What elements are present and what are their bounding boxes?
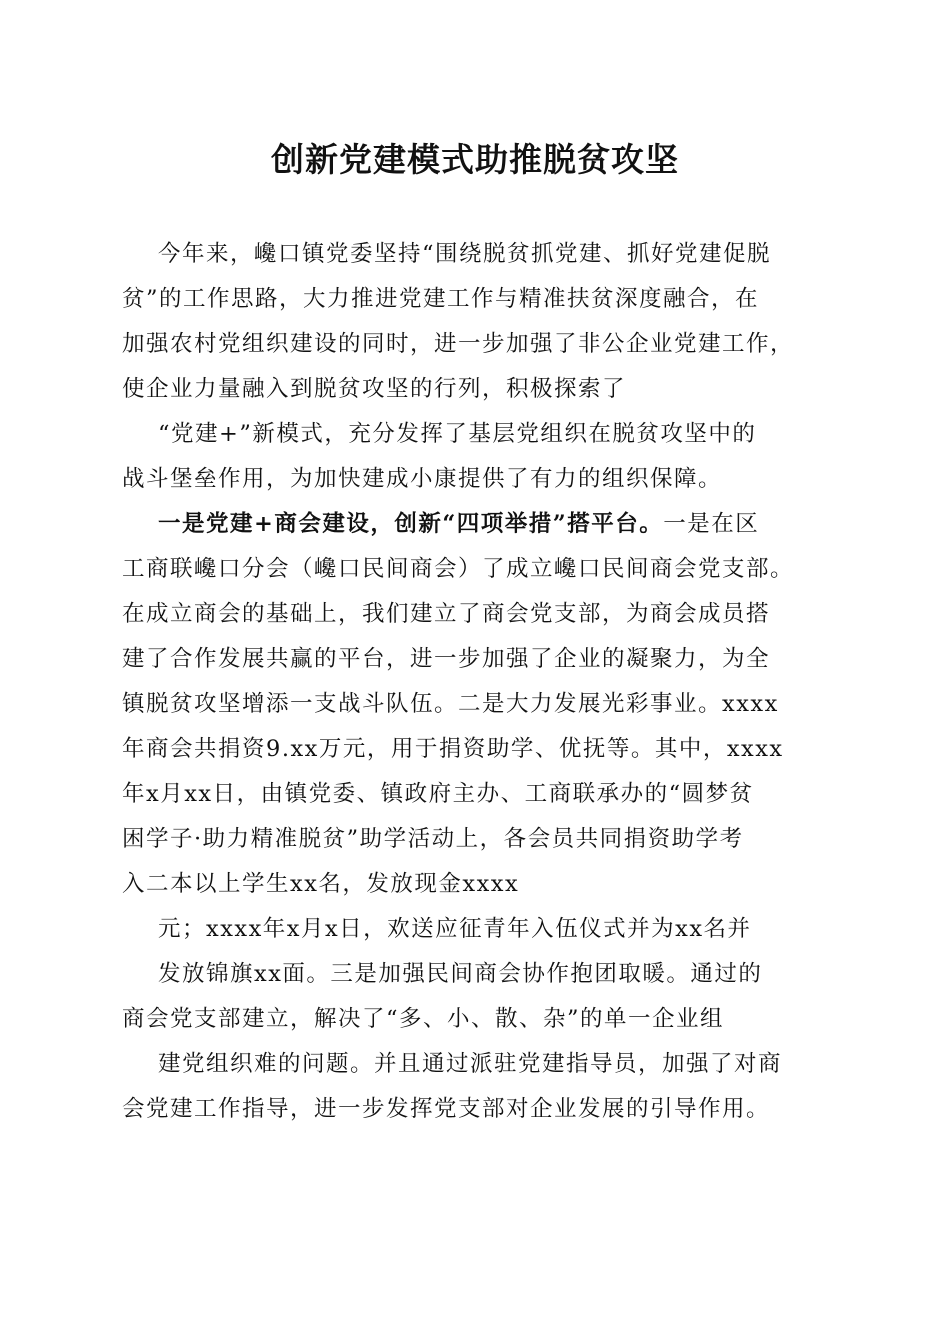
paragraph-line: 年x月xx日，由镇党委、镇政府主办、工商联承办的“圆梦贫 [122, 781, 754, 807]
paragraph-line: 元；xxxx年x月x日，欢送应征青年入伍仪式并为xx名并 [158, 916, 752, 942]
paragraph-line: 商会党支部建立，解决了“多、小、散、杂”的单一企业组 [122, 1006, 725, 1032]
paragraph-line: 建了合作发展共赢的平台，进一步加强了企业的凝聚力，为全 [122, 646, 771, 672]
paragraph-text: 一是在区 [663, 511, 760, 537]
paragraph-line: 建党组织难的问题。并且通过派驻党建指导员，加强了对商 [158, 1051, 783, 1077]
paragraph-line: 会党建工作指导，进一步发挥党支部对企业发展的引导作用。 [122, 1096, 771, 1122]
paragraph-line: 今年来，巉口镇党委坚持“围绕脱贫抓党建、抓好党建促脱 [158, 241, 772, 267]
paragraph-line: 入二本以上学生xx名，发放现金xxxx [122, 871, 520, 897]
paragraph-line: “党建+”新模式，充分发挥了基层党组织在脱贫攻坚中的 [158, 421, 757, 447]
paragraph-line: 困学子·助力精准脱贫”助学活动上，各会员共同捐资助学考 [122, 826, 744, 852]
paragraph-line: 战斗堡垒作用，为加快建成小康提供了有力的组织保障。 [122, 466, 723, 492]
section-heading: 一是党建+商会建设，创新“四项举措”搭平台。 [158, 511, 664, 537]
paragraph-line: 加强农村党组织建设的同时，进一步加强了非公企业党建工作， [122, 331, 795, 357]
paragraph-line: 发放锦旗xx面。三是加强民间商会协作抱团取暖。通过的 [158, 961, 763, 987]
paragraph-line: 使企业力量融入到脱贫攻坚的行列，积极探索了 [122, 376, 627, 402]
section-heading-line [158, 506, 759, 542]
paragraph-line: 贫”的工作思路，大力推进党建工作与精准扶贫深度融合，在 [122, 286, 760, 312]
paragraph-line: 工商联巉口分会（巉口民间商会）了成立巉口民间商会党支部。 [122, 556, 795, 582]
paragraph-line: 在成立商会的基础上，我们建立了商会党支部，为商会成员搭 [122, 601, 771, 627]
paragraph-line: 年商会共捐资9.xx万元，用于捐资助学、优抚等。其中，xxxx [122, 736, 784, 762]
document-title: 创新党建模式助推脱贫攻坚 [271, 140, 679, 179]
paragraph-line: 镇脱贫攻坚增添一支战斗队伍。二是大力发展光彩事业。xxxx [122, 691, 779, 717]
